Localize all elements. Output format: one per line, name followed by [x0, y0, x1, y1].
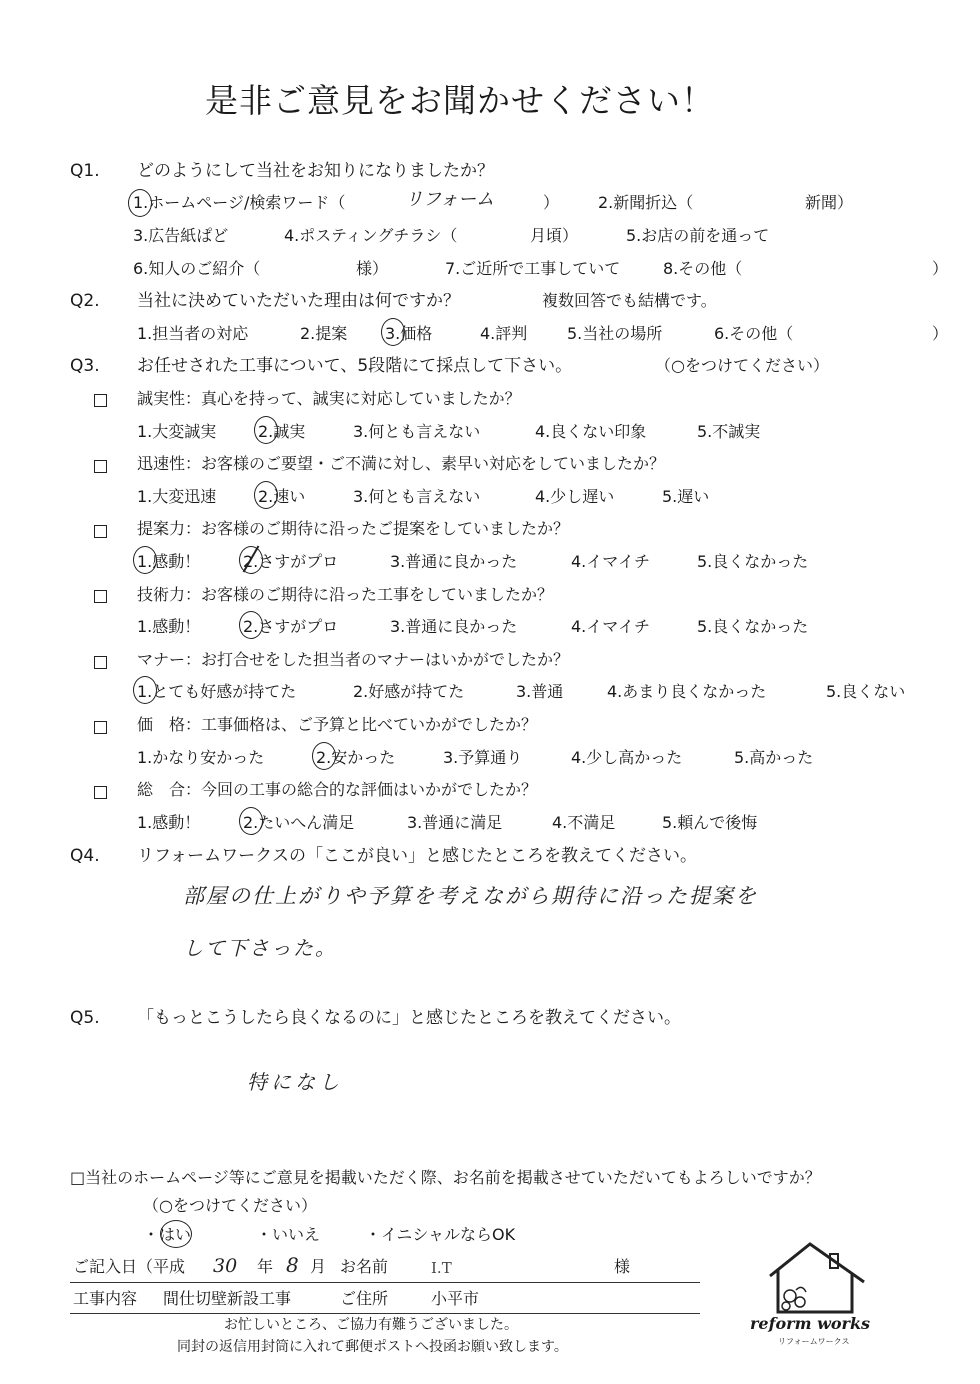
q3-option: 4.イマイチ [571, 552, 650, 571]
logo-kana: リフォームワークス [778, 1337, 850, 1346]
q1-option-6: 6.知人のご紹介（ [133, 259, 261, 278]
logo-text: reform works [750, 1314, 871, 1333]
q1-option-7: 7.ご近所で工事していて [445, 259, 621, 278]
q3-option: 5.良くなかった [697, 552, 809, 571]
answer-circle [128, 189, 152, 217]
checkbox[interactable] [94, 721, 107, 734]
q3-option: 3.何とも言えない [353, 487, 481, 506]
q1-option-4: 4.ポスティングチラシ（ [284, 226, 458, 245]
q3-option: 4.あまり良くなかった [607, 682, 767, 701]
q2-number: Q2. [70, 291, 100, 311]
consent-option-yes: ・はい [143, 1225, 192, 1244]
answer-circle [160, 1220, 192, 1248]
date-month-unit: 月 [310, 1257, 327, 1276]
consent-note: （○をつけてください） [143, 1196, 317, 1215]
q3-item-label: 技術力：お客様のご期待に沿った工事をしていましたか？ [137, 585, 554, 604]
date-month: 8 [286, 1253, 299, 1277]
q1-number: Q1. [70, 161, 100, 181]
q3-option: 1.とても好感が持てた [137, 682, 297, 701]
q1-option-3: 3.広告紙ぱど [133, 226, 229, 245]
q3-option: 2.たいへん満足 [243, 813, 355, 832]
consent-option-initials: ・イニシャルならOK [365, 1225, 516, 1244]
q3-option: 4.不満足 [552, 813, 616, 832]
q3-option: 5.遅い [662, 487, 710, 506]
q2-option-4: 4.評判 [480, 324, 528, 343]
consent-option-no: ・いいえ [256, 1225, 321, 1244]
q3-option: 2.さすがプロ [243, 552, 339, 571]
form-line [70, 1282, 700, 1283]
name-value: I.T [431, 1259, 452, 1277]
q3-item-label: 提案力：お客様のご期待に沿ったご提案をしていましたか？ [137, 519, 570, 538]
answer-circle [254, 416, 278, 444]
q2-question: 当社に決めていただいた理由は何ですか？ [137, 291, 460, 311]
q3-option: 3.予算通り [443, 748, 523, 767]
q3-option: 3.普通に満足 [407, 813, 503, 832]
q1-option-1: 1.ホームページ/検索ワード（ [133, 193, 346, 212]
q1-question: どのようにして当社をお知りになりましたか？ [137, 161, 494, 181]
q3-option: 5.不誠実 [697, 422, 761, 441]
checkbox[interactable] [94, 525, 107, 538]
q3-option: 5.頼んで後悔 [662, 813, 758, 832]
q3-item-label: 価 格：工事価格は、ご予算と比べていかがでしたか？ [137, 715, 538, 734]
q3-option: 4.少し高かった [571, 748, 683, 767]
q3-option: 2.さすがプロ [243, 617, 339, 636]
q3-item-label: 誠実性：真心を持って、誠実に対応していましたか？ [137, 389, 521, 408]
q3-item-label: 総 合：今回の工事の総合的な評価はいかがでしたか？ [137, 780, 538, 799]
q3-option: 5.良くない [826, 682, 906, 701]
q1-option-6-suffix: 様） [356, 259, 389, 278]
checkbox[interactable] [94, 786, 107, 799]
q3-item-label: マナー：お打合せをした担当者のマナーはいかがでしたか？ [137, 650, 570, 669]
form-line [70, 1313, 700, 1314]
answer-circle [381, 318, 405, 346]
address-label: ご住所 [340, 1289, 389, 1308]
checkbox[interactable] [94, 656, 107, 669]
q3-option: 4.少し遅い [535, 487, 615, 506]
page-title: 是非ご意見をお聞かせください！ [205, 81, 715, 120]
q1-option-1-close: ） [543, 193, 560, 212]
house-icon [756, 1240, 876, 1318]
answer-circle [133, 676, 157, 704]
q3-number: Q3. [70, 356, 100, 376]
q2-note: 複数回答でも結構です。 [542, 291, 717, 310]
q3-option: 1.感動！ [137, 813, 201, 832]
checkbox[interactable] [94, 394, 107, 407]
q3-item-label: 迅速性：お客様のご要望・ご不満に対し、素早い対応をしていましたか？ [137, 454, 666, 473]
date-year-unit: 年 [257, 1257, 274, 1276]
answer-circle [239, 611, 263, 639]
date-year: 30 [213, 1255, 238, 1277]
q3-option: 2.誠実 [258, 422, 306, 441]
q4-question: リフォームワークスの「ここが良い」と感じたところを教えてください。 [137, 846, 697, 866]
answer-circle [239, 807, 263, 835]
q1-option-8-close: ） [932, 259, 949, 278]
q1-option-1-answer: リフォーム [405, 189, 495, 210]
q3-option: 3.普通に良かった [390, 617, 518, 636]
q2-option-6: 6.その他（ [714, 324, 794, 343]
q4-answer-line-2: して下さった。 [183, 936, 337, 960]
q1-option-4-suffix: 月頃） [530, 226, 579, 245]
q3-option: 4.良くない印象 [535, 422, 647, 441]
q2-option-5: 5.当社の場所 [567, 324, 663, 343]
q1-option-5: 5.お店の前を通って [626, 226, 770, 245]
q5-number: Q5. [70, 1008, 100, 1028]
q2-option-3: 3.価格 [385, 324, 433, 343]
checkbox[interactable] [94, 460, 107, 473]
q4-number: Q4. [70, 846, 100, 866]
name-suffix: 様 [614, 1257, 631, 1276]
q5-question: 「もっとこうしたら良くなるのに」と感じたところを教えてください。 [137, 1008, 681, 1028]
work-value: 間仕切壁新設工事 [163, 1289, 292, 1308]
q1-option-8: 8.その他（ [663, 259, 743, 278]
q3-option: 3.普通 [516, 682, 564, 701]
q3-option: 1.感動！ [137, 552, 201, 571]
address-value: 小平市 [431, 1289, 480, 1308]
q3-option: 3.何とも言えない [353, 422, 481, 441]
q3-option: 1.大変迅速 [137, 487, 217, 506]
answer-circle [312, 742, 336, 770]
q2-option-2: 2.提案 [300, 324, 348, 343]
q2-option-6-close: ） [932, 324, 949, 343]
q3-option: 3.普通に良かった [390, 552, 518, 571]
q3-option: 5.高かった [734, 748, 814, 767]
q5-answer: 特になし [247, 1070, 343, 1094]
footer-thanks: お忙しいところ、ご協力有難うございました。 [224, 1317, 518, 1333]
q3-option: 2.好感が持てた [353, 682, 465, 701]
q4-answer-line-1: 部屋の仕上がりや予算を考えながら期待に沿った提案を [183, 884, 758, 908]
answer-circle [133, 546, 157, 574]
q3-question: お任せされた工事について、5段階にて採点して下さい。 [137, 356, 573, 376]
q1-option-2-suffix: 新聞） [805, 193, 854, 212]
answer-circle [254, 481, 278, 509]
q3-option: 2.速い [258, 487, 306, 506]
checkbox[interactable] [94, 590, 107, 603]
consent-question: □当社のホームページ等にご意見を掲載いただく際、お名前を掲載させていただいてもよろしいですか？ [70, 1168, 821, 1187]
q3-option: 4.イマイチ [571, 617, 650, 636]
q3-option: 1.かなり安かった [137, 748, 265, 767]
work-label: 工事内容 [73, 1289, 138, 1308]
q2-option-1: 1.担当者の対応 [137, 324, 249, 343]
q3-option: 1.感動！ [137, 617, 201, 636]
q3-option: 1.大変誠実 [137, 422, 217, 441]
name-label: お名前 [340, 1257, 389, 1276]
q1-option-2: 2.新聞折込（ [598, 193, 694, 212]
reform-works-logo [750, 1240, 876, 1355]
q3-note: （○をつけてください） [655, 356, 829, 375]
q3-option: 2.安かった [316, 748, 396, 767]
q3-option: 5.良くなかった [697, 617, 809, 636]
footer-instructions: 同封の返信用封筒に入れて郵便ポストへ投函お願い致します。 [177, 1339, 568, 1355]
date-label: ご記入日（平成 [73, 1257, 186, 1276]
